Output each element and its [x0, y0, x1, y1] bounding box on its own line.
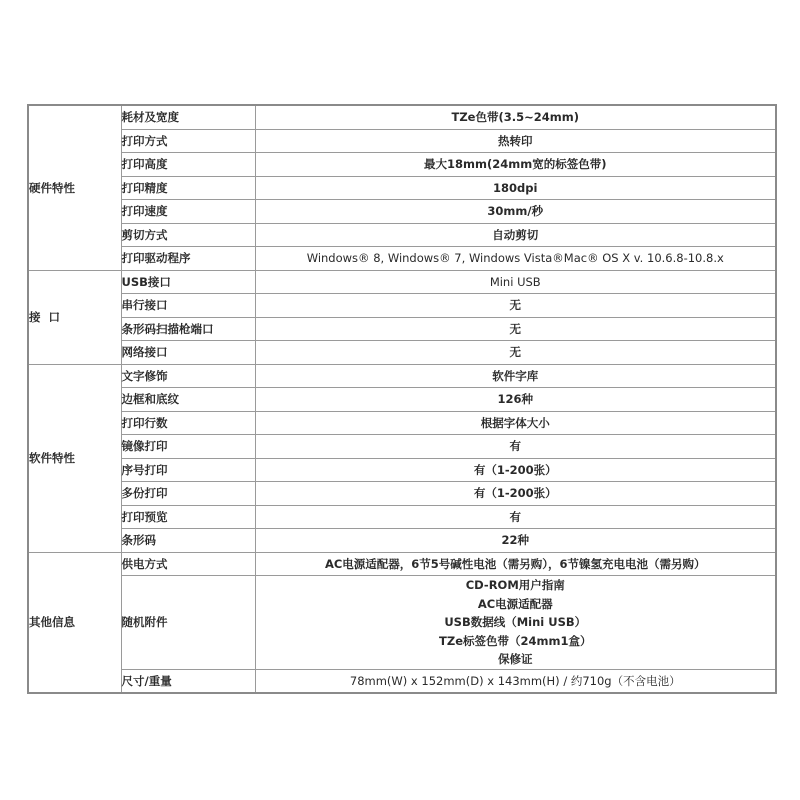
row-label: 条形码 — [121, 529, 255, 553]
row-label: 多份打印 — [121, 482, 255, 506]
row-label: USB接口 — [121, 270, 255, 294]
row-value: TZe色带(3.5~24mm) — [255, 105, 776, 129]
row-value: 无 — [255, 294, 776, 318]
row-label: 打印预览 — [121, 505, 255, 529]
row-value: 180dpi — [255, 176, 776, 200]
accessory-item: AC电源适配器 — [477, 596, 553, 611]
row-value: 22种 — [255, 529, 776, 553]
row-label: 条形码扫描枪端口 — [121, 317, 255, 341]
accessory-item: TZe标签色带（24mm1盒） — [439, 633, 592, 648]
row-value: 最大18mm(24mm宽的标签色带) — [255, 153, 776, 177]
table-row — [28, 458, 776, 482]
row-label: 供电方式 — [121, 552, 255, 576]
table-row — [28, 529, 776, 553]
row-value: 无 — [255, 317, 776, 341]
row-value: 30mm/秒 — [255, 200, 776, 224]
row-label: 随机附件 — [121, 576, 255, 670]
category-software: 软件特性 — [28, 364, 121, 552]
row-value: 有 — [255, 435, 776, 459]
accessory-item: 保修证 — [498, 652, 533, 666]
category-interface: 接 口 — [28, 270, 121, 364]
row-value: 有 — [255, 505, 776, 529]
row-value: Windows® 8, Windows® 7, Windows Vista®Mac® OS X v. 10.6.8-10.8.x — [255, 247, 776, 271]
table-row — [28, 129, 776, 153]
row-label: 打印行数 — [121, 411, 255, 435]
row-value: 78mm(W) x 152mm(D) x 143mm(H) / 约710g（不含电池） — [255, 669, 776, 693]
table-row — [28, 364, 776, 388]
table-row — [28, 341, 776, 365]
row-value: 126种 — [255, 388, 776, 412]
row-value: 无 — [255, 341, 776, 365]
accessory-item: CD-ROM用户指南 — [465, 578, 565, 592]
table-row — [28, 552, 776, 576]
row-label: 边框和底纹 — [121, 388, 255, 412]
row-value: 根据字体大小 — [255, 411, 776, 435]
row-label: 打印精度 — [121, 176, 255, 200]
table-row — [28, 294, 776, 318]
row-value: AC电源适配器，6节5号碱性电池（需另购），6节镍氢充电电池（需另购） — [255, 552, 776, 576]
row-label: 序号打印 — [121, 458, 255, 482]
table-row — [28, 223, 776, 247]
row-label: 镜像打印 — [121, 435, 255, 459]
row-value: 有（1-200张） — [255, 482, 776, 506]
table-row — [28, 270, 776, 294]
accessories-list — [255, 576, 776, 670]
table-row — [28, 388, 776, 412]
table-row — [28, 411, 776, 435]
table-row — [28, 176, 776, 200]
row-label: 网络接口 — [121, 341, 255, 365]
row-label: 剪切方式 — [121, 223, 255, 247]
table-row — [28, 505, 776, 529]
accessory-item: USB数据线（Mini USB） — [444, 615, 587, 629]
table-row — [28, 153, 776, 177]
row-label: 打印高度 — [121, 153, 255, 177]
table-row — [28, 247, 776, 271]
row-label: 打印方式 — [121, 129, 255, 153]
category-hardware: 硬件特性 — [28, 105, 121, 270]
row-value: 有（1-200张） — [255, 458, 776, 482]
row-label: 打印速度 — [121, 200, 255, 224]
spec-table — [27, 104, 777, 694]
row-value: 软件字库 — [255, 364, 776, 388]
table-row — [28, 576, 776, 670]
category-other: 其他信息 — [28, 552, 121, 693]
table-row — [28, 105, 776, 129]
row-value: Mini USB — [255, 270, 776, 294]
table-row — [28, 669, 776, 693]
row-label: 耗材及宽度 — [121, 105, 255, 129]
row-value: 热转印 — [255, 129, 776, 153]
table-row — [28, 435, 776, 459]
row-label: 尺寸/重量 — [121, 669, 255, 693]
table-row — [28, 200, 776, 224]
row-label: 打印驱动程序 — [121, 247, 255, 271]
table-row — [28, 482, 776, 506]
row-label: 串行接口 — [121, 294, 255, 318]
row-label: 文字修饰 — [121, 364, 255, 388]
row-value: 自动剪切 — [255, 223, 776, 247]
table-row — [28, 317, 776, 341]
